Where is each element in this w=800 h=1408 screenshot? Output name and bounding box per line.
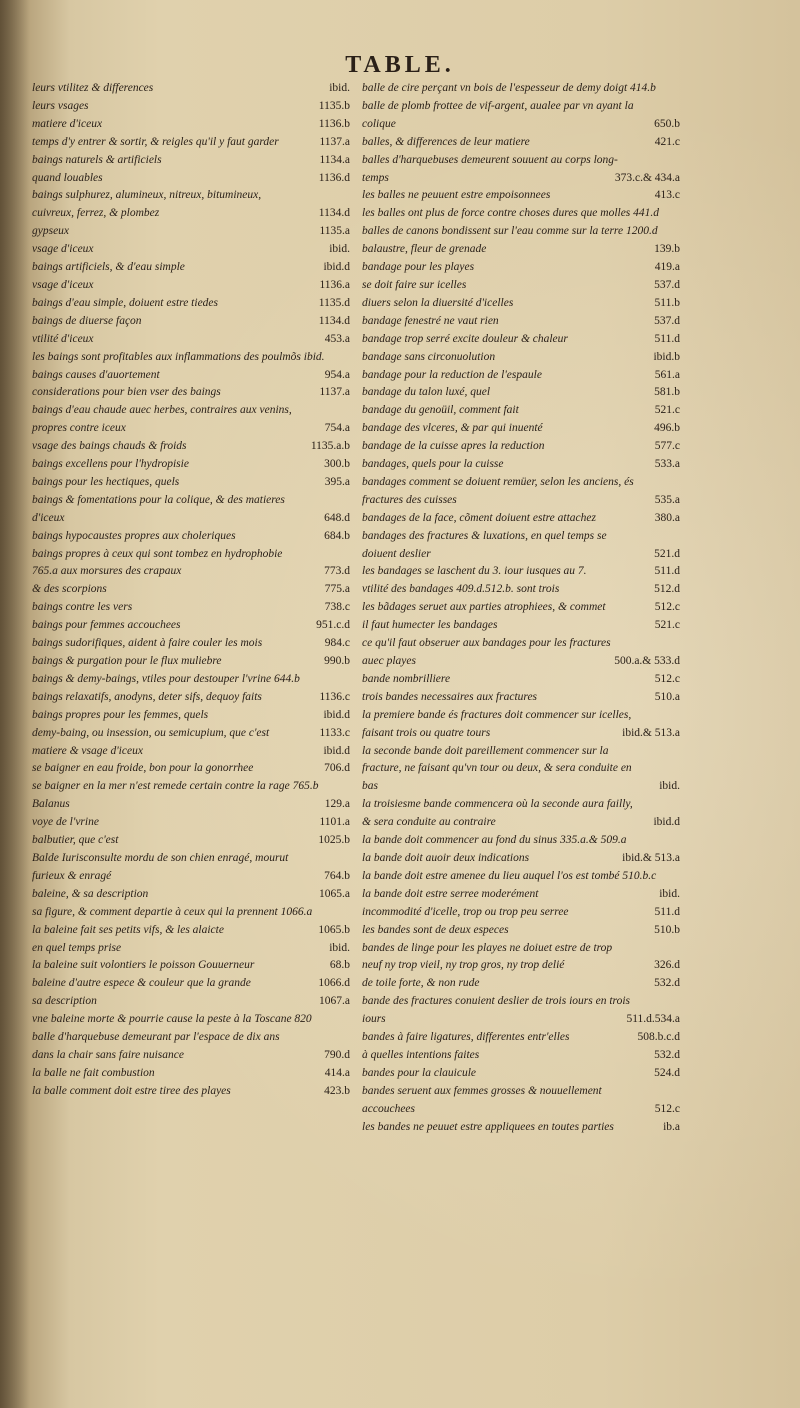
index-entry bbox=[32, 1065, 350, 1083]
entry-text: bandage de la cuisse apres la reduction bbox=[362, 440, 545, 453]
index-entry bbox=[32, 492, 350, 528]
index-entry bbox=[362, 635, 680, 671]
binding-shadow bbox=[0, 0, 30, 1408]
index-entry bbox=[362, 886, 680, 904]
entry-page-ref: 951.c.d bbox=[316, 619, 350, 632]
entry-page-ref: 1066.d bbox=[318, 977, 350, 990]
index-entry bbox=[32, 975, 350, 993]
index-entry bbox=[32, 796, 350, 814]
index-entry bbox=[32, 295, 350, 313]
index-entry bbox=[362, 922, 680, 940]
entry-text: vne baleine morte & pourrie cause la peste à la Toscane 820 bbox=[32, 1013, 312, 1026]
index-entry bbox=[32, 617, 350, 635]
entry-text: baings relaxatifs, anodyns, deter sifs, dequoy faits bbox=[32, 690, 262, 703]
entry-text: à quelles intentions faites bbox=[362, 1048, 480, 1061]
entry-page-ref: ibid.b bbox=[653, 350, 680, 363]
entry-text: bandages des fractures & luxations, en quel temps se doiuent deslier bbox=[362, 529, 607, 560]
entry-text: voye de l'vrine bbox=[32, 816, 99, 829]
entry-text: baings propres pour les femmes, quels bbox=[32, 708, 209, 721]
entry-text: diuers selon la diuersité d'icelles bbox=[362, 296, 514, 309]
entry-page-ref: ibid.d bbox=[323, 744, 350, 757]
index-entry bbox=[362, 295, 680, 313]
index-entry bbox=[32, 922, 350, 940]
entry-page-ref: 537.d bbox=[654, 314, 680, 327]
entry-text: bandes à faire ligatures, differentes entr'elles bbox=[362, 1031, 570, 1044]
index-entry bbox=[362, 832, 680, 850]
index-entry bbox=[362, 259, 680, 277]
index-entry bbox=[362, 975, 680, 993]
entry-text: trois bandes necessaires aux fractures bbox=[362, 690, 538, 703]
entry-page-ref: 512.c bbox=[654, 672, 680, 685]
index-entry bbox=[362, 205, 680, 223]
entry-text: baings de diuerse façon bbox=[32, 314, 142, 327]
index-entry bbox=[362, 474, 680, 510]
entry-text: la bande doit commencer au fond du sinus 335.a.& 509.a bbox=[362, 834, 627, 847]
index-entry bbox=[362, 940, 680, 976]
entry-page-ref: 453.a bbox=[324, 332, 350, 345]
entry-page-ref: 790.d bbox=[324, 1048, 350, 1061]
entry-text: se doit faire sur icelles bbox=[362, 278, 467, 291]
entry-text: bandages de la face, cõment doiuent estre attachez bbox=[362, 511, 596, 524]
entry-page-ref: ibid.d bbox=[323, 261, 350, 274]
entry-text: balles d'harquebuses demeurent souuent au corps long-temps bbox=[362, 153, 618, 184]
entry-page-ref: 537.d bbox=[654, 278, 680, 291]
entry-text: Balanus bbox=[32, 798, 70, 811]
index-entry bbox=[32, 438, 350, 456]
entry-page-ref: ibid. bbox=[659, 887, 680, 900]
entry-page-ref: 511.d bbox=[654, 905, 680, 918]
entry-text: de toile forte, & non rude bbox=[362, 977, 480, 990]
index-entry bbox=[362, 581, 680, 599]
entry-page-ref: 419.a bbox=[654, 261, 680, 274]
entry-text: bande des fractures conuient deslier de trois iours en trois iours bbox=[362, 995, 630, 1026]
entry-text: baings & demy-baings, vtiles pour destouper l'vrine 644.b bbox=[32, 672, 300, 685]
entry-page-ref: ibid.d bbox=[323, 708, 350, 721]
entry-page-ref: 510.b bbox=[654, 923, 680, 936]
entry-page-ref: 706.d bbox=[324, 762, 350, 775]
index-entry bbox=[32, 581, 350, 599]
index-entry bbox=[32, 402, 350, 438]
entry-text: baings d'eau chaude auec herbes, contraires aux venins, propres contre iceux bbox=[32, 404, 292, 435]
entry-page-ref: 1136.a bbox=[319, 278, 350, 291]
index-entry bbox=[362, 599, 680, 617]
entry-text: matiere d'iceux bbox=[32, 117, 103, 130]
entry-page-ref: 561.a bbox=[654, 368, 680, 381]
index-entry bbox=[362, 707, 680, 743]
entry-page-ref: 512.c bbox=[654, 1102, 680, 1115]
index-entry bbox=[362, 1119, 680, 1137]
index-entry bbox=[32, 80, 350, 98]
index-entry bbox=[362, 510, 680, 528]
entry-page-ref: 68.b bbox=[329, 959, 350, 972]
entry-text: ce qu'il faut obseruer aux bandages pour les fractures auec playes bbox=[362, 637, 611, 667]
index-column-right bbox=[362, 80, 680, 1136]
entry-text: baings propres à ceux qui sont tombez en hydrophobie 765.a aux morsures des crapaux bbox=[32, 547, 283, 578]
entry-text: se baigner en eau froide, bon pour la gonorrhee bbox=[32, 762, 254, 775]
entry-text: balaustre, fleur de grenade bbox=[362, 243, 487, 256]
entry-page-ref: ibid.d bbox=[653, 816, 680, 829]
entry-text: bandages, quels pour la cuisse bbox=[362, 458, 504, 471]
entry-text: baings & fomentations pour la colique, & des matieres d'iceux bbox=[32, 493, 285, 524]
entry-text: bandages comment se doiuent remüer, selon les anciens, és fractures des cuisses bbox=[362, 475, 634, 506]
index-entry bbox=[32, 886, 350, 904]
index-entry bbox=[362, 671, 680, 689]
entry-page-ref: 511.d bbox=[654, 332, 680, 345]
entry-text: il faut humecter les bandages bbox=[362, 619, 498, 632]
index-column-left bbox=[32, 80, 350, 1101]
entry-text: bande nombrilliere bbox=[362, 672, 451, 685]
entry-text: bandes pour la clauicule bbox=[362, 1066, 477, 1079]
entry-text: les bandages se laschent du 3. iour iusques au 7. bbox=[362, 565, 587, 578]
index-entry bbox=[32, 187, 350, 223]
index-entry bbox=[32, 241, 350, 259]
entry-page-ref: 773.d bbox=[324, 565, 350, 578]
entry-text: se baigner en la mer n'est remede certain contre la rage 765.b bbox=[32, 780, 319, 793]
entry-page-ref: 521.c bbox=[654, 404, 680, 417]
entry-page-ref: 508.b.c.d bbox=[637, 1031, 680, 1044]
entry-page-ref: 521.c bbox=[654, 619, 680, 632]
entry-text: baleine, & sa description bbox=[32, 887, 149, 900]
index-entry bbox=[32, 760, 350, 778]
index-entry bbox=[32, 653, 350, 671]
entry-page-ref: 1134.d bbox=[318, 207, 350, 220]
entry-text: baings artificiels, & d'eau simple bbox=[32, 261, 185, 274]
entry-text: Balde Iurisconsulte mordu de son chien enragé, mourut furieux & enragé bbox=[32, 851, 289, 882]
entry-text: vsage d'iceux bbox=[32, 243, 94, 256]
entry-page-ref: 1134.a bbox=[319, 153, 350, 166]
index-entry bbox=[362, 796, 680, 832]
index-entry bbox=[32, 671, 350, 689]
entry-text: bandage sans circonuolution bbox=[362, 350, 496, 363]
index-entry bbox=[362, 134, 680, 152]
entry-text: bandes de linge pour les playes ne doiuet estre de trop neuf ny trop vieil, ny trop gros, ny trop delié bbox=[362, 941, 613, 972]
entry-text: bandage pour la reduction de l'espaule bbox=[362, 368, 542, 381]
entry-page-ref: 326.d bbox=[654, 959, 680, 972]
entry-page-ref: 1136.b bbox=[318, 117, 350, 130]
entry-text: bandage des vlceres, & par qui inuenté bbox=[362, 422, 543, 435]
entry-page-ref: 581.b bbox=[654, 386, 680, 399]
entry-text: balle d'harquebuse demeurant par l'espace de dix ans dans la chair sans faire nuisance bbox=[32, 1031, 280, 1061]
entry-text: baleine d'autre espece & couleur que la grande bbox=[32, 977, 251, 990]
entry-text: la bande doit auoir deux indications bbox=[362, 851, 530, 864]
entry-text: bandage pour les playes bbox=[362, 261, 475, 274]
entry-page-ref: 1135.b bbox=[318, 99, 350, 112]
index-entry bbox=[362, 850, 680, 868]
entry-page-ref: 1135.a bbox=[319, 225, 350, 238]
entry-page-ref: 1067.a bbox=[319, 995, 350, 1008]
entry-text: la bande doit estre serree moderément bbox=[362, 887, 539, 900]
index-entry bbox=[32, 725, 350, 743]
entry-page-ref: ibid.& 513.a bbox=[622, 851, 680, 864]
entry-page-ref: 984.c bbox=[324, 637, 350, 650]
entry-page-ref: 648.d bbox=[324, 511, 350, 524]
entry-text: bandes seruent aux femmes grosses & nouuellement accouchees bbox=[362, 1084, 602, 1115]
index-entry bbox=[32, 259, 350, 277]
entry-text: balle de cire perçant vn bois de l'espesseur de demy doigt 414.b bbox=[362, 82, 656, 94]
entry-page-ref: 414.a bbox=[324, 1066, 350, 1079]
entry-text: la balle ne fait combustion bbox=[32, 1066, 155, 1079]
entry-page-ref: 1065.b bbox=[318, 923, 350, 936]
entry-text: la balle comment doit estre tiree des playes bbox=[32, 1084, 231, 1097]
index-entry bbox=[362, 241, 680, 259]
entry-text: baings pour femmes accouchees bbox=[32, 619, 181, 632]
entry-page-ref: 300.b bbox=[324, 458, 350, 471]
page-title: TABLE. bbox=[345, 52, 455, 78]
entry-text: temps d'y entrer & sortir, & reigles qu'il y faut garder bbox=[32, 135, 279, 148]
entry-text: balle de plomb frottee de vif-argent, aualee par vn ayant la colique bbox=[362, 99, 634, 130]
index-entry bbox=[32, 1029, 350, 1065]
entry-page-ref: 1134.d bbox=[318, 314, 350, 327]
index-entry bbox=[32, 1011, 350, 1029]
index-entry bbox=[362, 743, 680, 797]
entry-text: vtilité des bandages 409.d.512.b. sont trois bbox=[362, 583, 560, 596]
entry-text: & des scorpions bbox=[32, 583, 107, 596]
entry-text: balles, & differences de leur matiere bbox=[362, 135, 530, 148]
entry-page-ref: 1137.a bbox=[319, 135, 350, 148]
entry-page-ref: 521.d bbox=[654, 547, 680, 560]
entry-page-ref: 511.d bbox=[654, 565, 680, 578]
index-entry bbox=[362, 420, 680, 438]
index-entry bbox=[362, 331, 680, 349]
index-entry bbox=[362, 617, 680, 635]
index-entry bbox=[362, 904, 680, 922]
entry-text: les bãdages seruet aux parties atrophiees, & commet bbox=[362, 601, 606, 614]
index-entry bbox=[32, 707, 350, 725]
index-entry bbox=[32, 832, 350, 850]
index-entry bbox=[32, 152, 350, 170]
entry-text: les balles ont plus de force contre choses dures que molles 441.d bbox=[362, 207, 660, 220]
entry-page-ref: 1136.c bbox=[319, 690, 350, 703]
index-entry bbox=[362, 868, 680, 886]
index-entry bbox=[362, 528, 680, 564]
entry-page-ref: 1065.a bbox=[319, 887, 350, 900]
entry-text: baings sulphurez, alumineux, nitreux, bitumineux, cuivreux, ferrez, & plombez bbox=[32, 189, 262, 220]
index-entry bbox=[32, 384, 350, 402]
entry-text: balbutier, que c'est bbox=[32, 834, 119, 847]
index-entry bbox=[362, 277, 680, 295]
index-entry bbox=[362, 98, 680, 134]
index-entry bbox=[32, 474, 350, 492]
index-entry bbox=[32, 814, 350, 832]
entry-page-ref: 684.b bbox=[324, 529, 350, 542]
entry-text: quand louables bbox=[32, 171, 103, 184]
entry-text: la premiere bande és fractures doit commencer sur icelles, faisant trois ou quatre tours bbox=[362, 708, 632, 739]
index-entry bbox=[362, 187, 680, 205]
entry-text: baings causes d'auortement bbox=[32, 368, 160, 381]
entry-page-ref: 421.c bbox=[654, 135, 680, 148]
index-entry bbox=[362, 313, 680, 331]
entry-text: demy-baing, ou insession, ou semicupium, que c'est bbox=[32, 726, 270, 739]
entry-text: les bandes sont de deux especes bbox=[362, 923, 509, 936]
entry-text: sa description bbox=[32, 995, 97, 1008]
index-entry bbox=[362, 1065, 680, 1083]
entry-page-ref: 532.d bbox=[654, 977, 680, 990]
entry-page-ref: 380.a bbox=[654, 511, 680, 524]
index-entry bbox=[32, 456, 350, 474]
entry-page-ref: 1101.a bbox=[319, 816, 350, 829]
entry-text: incommodité d'icelle, trop ou trop peu serree bbox=[362, 905, 569, 918]
entry-page-ref: 511.d.534.a bbox=[626, 1013, 680, 1026]
entry-text: vsage d'iceux bbox=[32, 278, 94, 291]
entry-text: sa figure, & comment departie à ceux qui la prennent 1066.a bbox=[32, 905, 313, 918]
entry-page-ref: 577.c bbox=[654, 440, 680, 453]
index-entry bbox=[362, 80, 680, 98]
index-entry bbox=[362, 1083, 680, 1119]
entry-text: leurs vtilitez & differences bbox=[32, 82, 154, 94]
entry-text: balles de canons bondissent sur l'eau comme sur la terre 1200.d bbox=[362, 225, 658, 238]
index-entry bbox=[32, 134, 350, 152]
entry-text: vtilité d'iceux bbox=[32, 332, 94, 345]
entry-page-ref: ibid. bbox=[329, 82, 350, 94]
entry-page-ref: 129.a bbox=[324, 798, 350, 811]
index-entry bbox=[32, 170, 350, 188]
index-entry bbox=[32, 599, 350, 617]
index-entry bbox=[32, 277, 350, 295]
entry-text: la troisiesme bande commencera où la seconde aura failly, & sera conduite au contraire bbox=[362, 798, 633, 829]
entry-page-ref: 496.b bbox=[654, 422, 680, 435]
entry-page-ref: 510.a bbox=[654, 690, 680, 703]
entry-text: en quel temps prise bbox=[32, 941, 122, 954]
entry-text: baings hypocaustes propres aux choleriques bbox=[32, 529, 236, 542]
index-entry bbox=[362, 223, 680, 241]
index-entry bbox=[32, 528, 350, 546]
index-entry bbox=[362, 349, 680, 367]
index-entry bbox=[32, 331, 350, 349]
index-entry bbox=[32, 349, 350, 367]
entry-text: la baleine suit volontiers le poisson Gouuerneur bbox=[32, 959, 255, 972]
index-entry bbox=[32, 904, 350, 922]
index-entry bbox=[32, 957, 350, 975]
entry-page-ref: 139.b bbox=[654, 243, 680, 256]
entry-text: bandage du talon luxé, quel bbox=[362, 386, 491, 399]
entry-page-ref: 1135.a.b bbox=[310, 440, 350, 453]
entry-text: baings excellens pour l'hydropisie bbox=[32, 458, 189, 471]
entry-text: bandage trop serré excite douleur & chaleur bbox=[362, 332, 568, 345]
entry-page-ref: 1137.a bbox=[319, 386, 350, 399]
index-entry bbox=[32, 1083, 350, 1101]
entry-page-ref: ibid. bbox=[329, 243, 350, 256]
index-entry bbox=[32, 850, 350, 886]
index-entry bbox=[32, 689, 350, 707]
entry-page-ref: 373.c.& 434.a bbox=[614, 171, 680, 184]
index-entry bbox=[32, 635, 350, 653]
entry-page-ref: ibid. bbox=[659, 780, 680, 793]
entry-page-ref: 954.a bbox=[324, 368, 350, 381]
index-entry bbox=[362, 384, 680, 402]
entry-text: considerations pour bien vser des baings bbox=[32, 386, 221, 399]
index-entry bbox=[32, 546, 350, 582]
index-entry bbox=[32, 116, 350, 134]
entry-page-ref: 1133.c bbox=[319, 726, 350, 739]
index-entry bbox=[362, 456, 680, 474]
entry-page-ref: 512.d bbox=[654, 583, 680, 596]
index-entry bbox=[362, 689, 680, 707]
entry-text: baings sudorifiques, aident à faire couler les mois bbox=[32, 637, 263, 650]
index-entry bbox=[362, 1029, 680, 1047]
index-entry bbox=[32, 778, 350, 796]
entry-text: baings d'eau simple, doiuent estre tiedes bbox=[32, 296, 219, 309]
entry-text: la bande doit estre amenee du lieu auquel l'os est tombé 510.b.c bbox=[362, 869, 657, 882]
entry-page-ref: 524.d bbox=[654, 1066, 680, 1079]
entry-page-ref: 990.b bbox=[324, 655, 350, 667]
entry-text: les balles ne peuuent estre empoisonnees bbox=[362, 189, 551, 202]
entry-page-ref: 1025.b bbox=[318, 834, 350, 847]
entry-page-ref: 511.b bbox=[654, 296, 680, 309]
entry-text: baings & purgation pour le flux muliebre bbox=[32, 655, 222, 667]
index-entry bbox=[32, 367, 350, 385]
entry-text: bandage fenestré ne vaut rien bbox=[362, 314, 499, 327]
index-entry bbox=[32, 743, 350, 761]
entry-text: vsage des baings chauds & froids bbox=[32, 440, 187, 453]
index-entry bbox=[362, 563, 680, 581]
entry-page-ref: 738.c bbox=[324, 601, 350, 614]
entry-text: leurs vsages bbox=[32, 99, 89, 112]
entry-page-ref: ib.a bbox=[663, 1120, 680, 1133]
entry-page-ref: 650.b bbox=[654, 117, 680, 130]
entry-text: les bandes ne peuuet estre appliquees en toutes parties bbox=[362, 1120, 614, 1133]
index-entry bbox=[362, 402, 680, 420]
entry-text: baings pour les hectiques, quels bbox=[32, 475, 180, 488]
entry-text: matiere & vsage d'iceux bbox=[32, 744, 143, 757]
entry-page-ref: 395.a bbox=[324, 475, 350, 488]
entry-text: gypseux bbox=[32, 225, 70, 238]
index-entry bbox=[362, 152, 680, 188]
index-entry bbox=[32, 223, 350, 241]
index-entry bbox=[32, 313, 350, 331]
entry-page-ref: 533.a bbox=[654, 458, 680, 471]
entry-page-ref: 1136.d bbox=[318, 171, 350, 184]
entry-text: la baleine fait ses petits vifs, & les alaicte bbox=[32, 923, 224, 936]
entry-text: baings contre les vers bbox=[32, 601, 133, 614]
entry-page-ref: 754.a bbox=[324, 422, 350, 435]
entry-page-ref: 1135.d bbox=[318, 296, 350, 309]
entry-page-ref: 532.d bbox=[654, 1048, 680, 1061]
index-entry bbox=[32, 940, 350, 958]
entry-page-ref: ibid. bbox=[329, 941, 350, 954]
index-entry bbox=[362, 993, 680, 1029]
entry-page-ref: 512.c bbox=[654, 601, 680, 614]
index-entry bbox=[362, 367, 680, 385]
entry-page-ref: 413.c bbox=[654, 189, 680, 202]
index-entry bbox=[32, 993, 350, 1011]
entry-text: les baings sont profitables aux inflammations des poulmõs ibid. bbox=[32, 350, 325, 363]
entry-page-ref: 764.b bbox=[324, 869, 350, 882]
index-entry bbox=[362, 1047, 680, 1065]
entry-page-ref: 500.a.& 533.d bbox=[614, 655, 680, 667]
entry-page-ref: 423.b bbox=[324, 1084, 350, 1097]
entry-text: baings naturels & artificiels bbox=[32, 153, 162, 166]
entry-page-ref: 535.a bbox=[654, 493, 680, 506]
entry-text: la seconde bande doit pareillement commencer sur la fracture, ne faisant qu'vn tour ou deux, & sera conduite en bas bbox=[362, 744, 632, 793]
index-entry bbox=[362, 438, 680, 456]
entry-page-ref: 775.a bbox=[324, 583, 350, 596]
entry-page-ref: ibid.& 513.a bbox=[622, 726, 680, 739]
entry-text: bandage du genoüil, comment fait bbox=[362, 404, 519, 417]
index-entry bbox=[32, 98, 350, 116]
